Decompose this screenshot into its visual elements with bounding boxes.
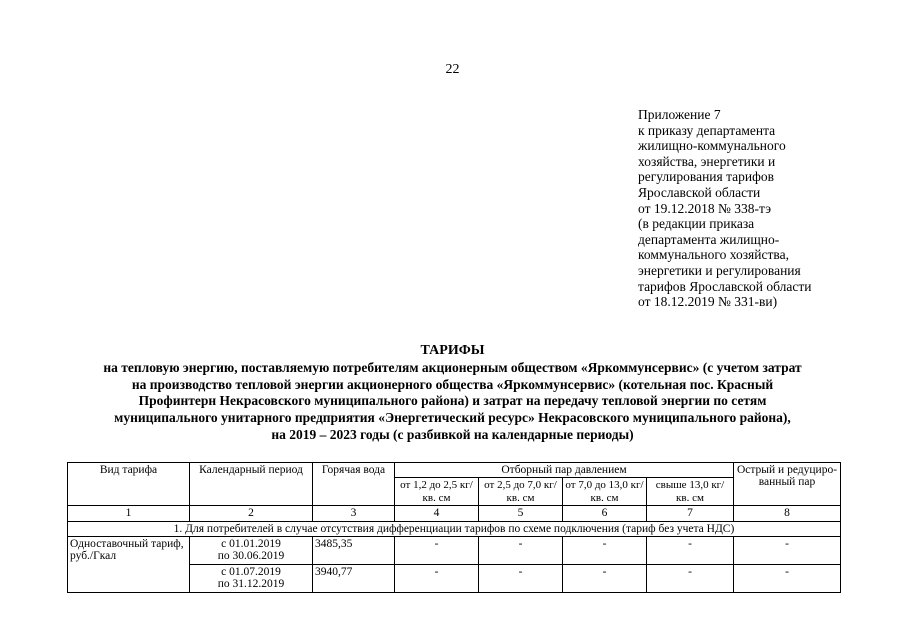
appendix-line: Приложение 7 bbox=[638, 107, 721, 122]
appendix-line: департамента жилищно- bbox=[638, 231, 780, 247]
header-steam-1: от 1,2 до 2,5 кг/ кв. см bbox=[395, 478, 479, 506]
header-steam-group: Отборный пар давлением bbox=[395, 463, 734, 478]
table-row bbox=[68, 537, 841, 565]
header-tariff-type: Вид тарифа bbox=[68, 463, 190, 506]
appendix-line: тарифов Ярославской области bbox=[638, 278, 812, 294]
period-to: по 31.12.2019 bbox=[217, 578, 285, 591]
appendix-line: хозяйства, энергетики и bbox=[638, 153, 776, 169]
column-number: 8 bbox=[734, 506, 841, 521]
period-from: с 01.07.2019 bbox=[221, 565, 281, 578]
header-steam-2: от 2,5 до 7,0 кг/ кв. см bbox=[479, 478, 563, 506]
column-number: 7 bbox=[647, 506, 734, 521]
period-cell bbox=[190, 564, 313, 592]
period-cell bbox=[190, 537, 313, 565]
appendix-line: энергетики и регулирования bbox=[638, 262, 801, 278]
section-title: 1. Для потребителей в случае отсутствия дифференциации тарифов по схеме подключения (тариф без учета НДС) bbox=[68, 521, 841, 536]
title-line: на производство тепловой энергии акционерного общества «Яркоммунсервис» (котельная пос. Красный bbox=[131, 376, 774, 392]
steam-2-value: - bbox=[479, 564, 563, 592]
period-to: по 30.06.2019 bbox=[217, 550, 285, 563]
title-line: Профинтерн Некрасовского муниципального района) и затрат на передачу тепловой энергии по сетям bbox=[138, 393, 767, 409]
appendix-line: коммунального хозяйства, bbox=[638, 247, 789, 263]
appendix-line: регулирования тарифов bbox=[638, 169, 775, 185]
tariff-table bbox=[67, 462, 841, 593]
appendix-line: от 19.12.2018 № 338-тэ bbox=[638, 200, 772, 216]
appendix-line: Ярославской области bbox=[638, 184, 761, 200]
header-steam-3: от 7,0 до 13,0 кг/ кв. см bbox=[563, 478, 647, 506]
steam-4-value: - bbox=[647, 564, 734, 592]
column-number: 5 bbox=[479, 506, 563, 521]
steam-2-value: - bbox=[479, 537, 563, 565]
title-line: на тепловую энергию, поставляемую потребителям акционерным обществом «Яркоммунсервис» (с учетом затрат bbox=[103, 359, 802, 375]
header-row bbox=[68, 463, 841, 478]
header-hot-water: Горячая вода bbox=[313, 463, 395, 506]
appendix-line: жилищно-коммунального bbox=[638, 138, 786, 154]
document-title bbox=[40, 343, 865, 444]
appendix-line: от 18.12.2019 № 331-ви) bbox=[638, 294, 778, 310]
header-period: Календарный период bbox=[190, 463, 313, 506]
page-number: 22 bbox=[445, 62, 460, 77]
header-sharp-steam: Острый и редуциро-ванный пар bbox=[734, 463, 841, 506]
steam-1-value: - bbox=[395, 564, 479, 592]
steam-4-value: - bbox=[647, 537, 734, 565]
sharp-steam-value: - bbox=[734, 537, 841, 565]
steam-1-value: - bbox=[395, 537, 479, 565]
title-line: муниципального унитарного предприятия «Энергетический ресурс» Некрасовского муниципального района), bbox=[114, 410, 791, 426]
header-steam-4: свыше 13,0 кг/ кв. см bbox=[647, 478, 734, 506]
column-number: 1 bbox=[68, 506, 190, 521]
appendix-line: (в редакции приказа bbox=[638, 216, 755, 232]
column-number: 6 bbox=[563, 506, 647, 521]
title-main: ТАРИФЫ bbox=[420, 343, 485, 358]
steam-3-value: - bbox=[563, 564, 647, 592]
title-line: на 2019 – 2023 годы (с разбивкой на календарные периоды) bbox=[271, 426, 634, 442]
hot-water-value: 3940,77 bbox=[313, 564, 395, 592]
column-number-row bbox=[68, 506, 841, 521]
period-from: с 01.01.2019 bbox=[221, 538, 281, 551]
appendix-line: к приказу департамента bbox=[638, 122, 776, 138]
appendix-block bbox=[638, 107, 811, 310]
hot-water-value: 3485,35 bbox=[313, 537, 395, 565]
column-number: 2 bbox=[190, 506, 313, 521]
sharp-steam-value: - bbox=[734, 564, 841, 592]
section-row bbox=[68, 521, 841, 536]
tariff-label: Одноставочный тариф, руб./Гкал bbox=[68, 537, 190, 593]
steam-3-value: - bbox=[563, 537, 647, 565]
column-number: 3 bbox=[313, 506, 395, 521]
column-number: 4 bbox=[395, 506, 479, 521]
